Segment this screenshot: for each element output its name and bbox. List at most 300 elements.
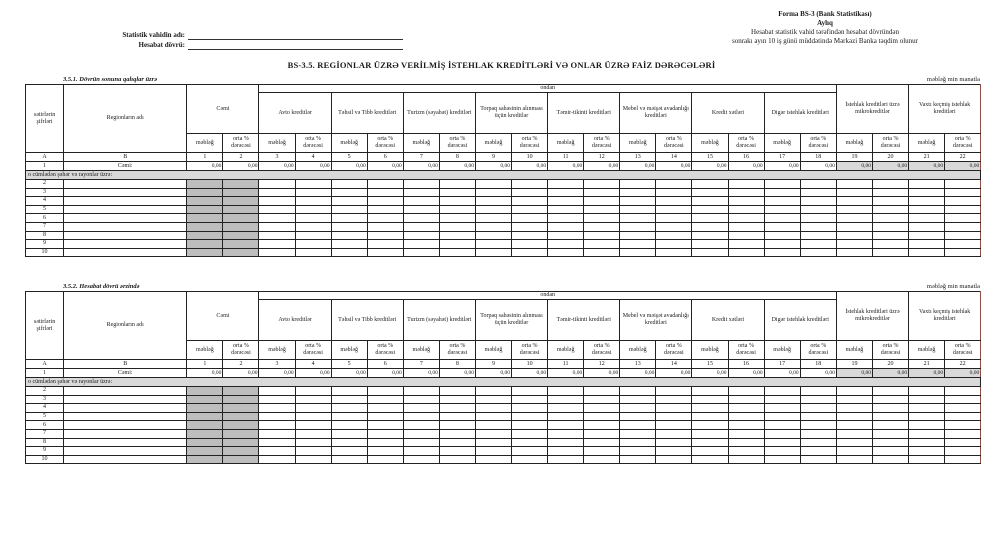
data-cell[interactable] <box>620 240 656 249</box>
data-cell[interactable] <box>620 429 656 438</box>
data-cell[interactable] <box>909 438 945 447</box>
data-cell[interactable] <box>548 197 584 206</box>
data-cell[interactable] <box>764 214 800 223</box>
data-cell[interactable] <box>945 404 981 413</box>
data-cell[interactable] <box>548 205 584 214</box>
data-cell[interactable] <box>512 395 548 404</box>
data-cell[interactable] <box>620 231 656 240</box>
data-cell[interactable] <box>548 438 584 447</box>
data-cell[interactable] <box>403 412 439 421</box>
data-cell[interactable] <box>836 222 872 231</box>
data-cell[interactable] <box>187 222 223 231</box>
data-cell[interactable] <box>692 222 728 231</box>
data-cell[interactable] <box>187 197 223 206</box>
data-cell[interactable] <box>909 248 945 257</box>
data-cell[interactable] <box>223 421 259 430</box>
data-cell[interactable] <box>223 188 259 197</box>
data-cell[interactable] <box>223 429 259 438</box>
data-cell[interactable] <box>584 240 620 249</box>
data-cell[interactable] <box>187 240 223 249</box>
data-cell[interactable] <box>367 395 403 404</box>
data-cell[interactable] <box>836 421 872 430</box>
data-cell[interactable] <box>259 205 295 214</box>
data-cell[interactable] <box>223 180 259 189</box>
data-cell[interactable] <box>439 429 475 438</box>
data-cell[interactable] <box>836 240 872 249</box>
data-cell[interactable] <box>187 214 223 223</box>
data-cell[interactable] <box>295 412 331 421</box>
data-cell[interactable] <box>223 412 259 421</box>
data-cell[interactable] <box>295 447 331 456</box>
data-cell[interactable] <box>331 222 367 231</box>
data-cell[interactable] <box>403 447 439 456</box>
data-cell[interactable] <box>512 455 548 464</box>
region-name-cell[interactable] <box>64 387 187 396</box>
data-cell[interactable] <box>475 412 511 421</box>
data-cell[interactable] <box>656 387 692 396</box>
data-cell[interactable] <box>187 438 223 447</box>
data-cell[interactable] <box>548 188 584 197</box>
data-cell[interactable] <box>403 205 439 214</box>
data-cell[interactable] <box>548 248 584 257</box>
data-cell[interactable] <box>367 240 403 249</box>
data-cell[interactable] <box>187 404 223 413</box>
data-cell[interactable] <box>800 197 836 206</box>
data-cell[interactable] <box>367 214 403 223</box>
region-name-cell[interactable] <box>64 248 187 257</box>
data-cell[interactable] <box>223 438 259 447</box>
data-cell[interactable] <box>584 455 620 464</box>
data-cell[interactable] <box>584 248 620 257</box>
data-cell[interactable] <box>584 447 620 456</box>
data-cell[interactable] <box>692 231 728 240</box>
data-cell[interactable] <box>872 197 908 206</box>
data-cell[interactable] <box>331 447 367 456</box>
data-cell[interactable] <box>656 214 692 223</box>
data-cell[interactable] <box>259 438 295 447</box>
data-cell[interactable] <box>548 387 584 396</box>
data-cell[interactable] <box>403 197 439 206</box>
data-cell[interactable] <box>728 412 764 421</box>
region-name-cell[interactable] <box>64 231 187 240</box>
data-cell[interactable] <box>945 395 981 404</box>
data-cell[interactable] <box>800 387 836 396</box>
data-cell[interactable] <box>367 205 403 214</box>
region-name-cell[interactable] <box>64 205 187 214</box>
data-cell[interactable] <box>223 455 259 464</box>
data-cell[interactable] <box>872 214 908 223</box>
data-cell[interactable] <box>800 214 836 223</box>
data-cell[interactable] <box>584 429 620 438</box>
data-cell[interactable] <box>945 248 981 257</box>
data-cell[interactable] <box>295 222 331 231</box>
data-cell[interactable] <box>259 447 295 456</box>
data-cell[interactable] <box>872 387 908 396</box>
region-name-cell[interactable] <box>64 412 187 421</box>
data-cell[interactable] <box>475 455 511 464</box>
data-cell[interactable] <box>909 240 945 249</box>
data-cell[interactable] <box>909 404 945 413</box>
data-cell[interactable] <box>800 429 836 438</box>
data-cell[interactable] <box>764 240 800 249</box>
data-cell[interactable] <box>836 197 872 206</box>
data-cell[interactable] <box>259 240 295 249</box>
data-cell[interactable] <box>692 447 728 456</box>
data-cell[interactable] <box>187 205 223 214</box>
data-cell[interactable] <box>872 231 908 240</box>
data-cell[interactable] <box>403 231 439 240</box>
data-cell[interactable] <box>331 231 367 240</box>
data-cell[interactable] <box>800 180 836 189</box>
data-cell[interactable] <box>512 231 548 240</box>
data-cell[interactable] <box>872 455 908 464</box>
data-cell[interactable] <box>620 222 656 231</box>
data-cell[interactable] <box>403 188 439 197</box>
data-cell[interactable] <box>403 421 439 430</box>
data-cell[interactable] <box>728 240 764 249</box>
data-cell[interactable] <box>656 231 692 240</box>
data-cell[interactable] <box>909 455 945 464</box>
data-cell[interactable] <box>584 421 620 430</box>
data-cell[interactable] <box>439 395 475 404</box>
data-cell[interactable] <box>909 412 945 421</box>
data-cell[interactable] <box>548 429 584 438</box>
data-cell[interactable] <box>872 412 908 421</box>
data-cell[interactable] <box>692 214 728 223</box>
data-cell[interactable] <box>872 404 908 413</box>
data-cell[interactable] <box>945 455 981 464</box>
data-cell[interactable] <box>512 429 548 438</box>
data-cell[interactable] <box>620 421 656 430</box>
data-cell[interactable] <box>945 197 981 206</box>
data-cell[interactable] <box>728 421 764 430</box>
data-cell[interactable] <box>403 387 439 396</box>
data-cell[interactable] <box>439 387 475 396</box>
data-cell[interactable] <box>764 248 800 257</box>
data-cell[interactable] <box>223 447 259 456</box>
data-cell[interactable] <box>909 205 945 214</box>
data-cell[interactable] <box>187 395 223 404</box>
data-cell[interactable] <box>656 180 692 189</box>
data-cell[interactable] <box>439 222 475 231</box>
data-cell[interactable] <box>800 240 836 249</box>
data-cell[interactable] <box>656 188 692 197</box>
data-cell[interactable] <box>620 438 656 447</box>
data-cell[interactable] <box>512 222 548 231</box>
data-cell[interactable] <box>439 205 475 214</box>
data-cell[interactable] <box>223 222 259 231</box>
data-cell[interactable] <box>187 447 223 456</box>
data-cell[interactable] <box>728 455 764 464</box>
data-cell[interactable] <box>475 395 511 404</box>
data-cell[interactable] <box>872 429 908 438</box>
data-cell[interactable] <box>331 395 367 404</box>
data-cell[interactable] <box>439 447 475 456</box>
data-cell[interactable] <box>764 447 800 456</box>
data-cell[interactable] <box>259 248 295 257</box>
data-cell[interactable] <box>872 205 908 214</box>
data-cell[interactable] <box>692 455 728 464</box>
data-cell[interactable] <box>728 429 764 438</box>
data-cell[interactable] <box>656 421 692 430</box>
data-cell[interactable] <box>656 222 692 231</box>
data-cell[interactable] <box>620 412 656 421</box>
data-cell[interactable] <box>403 455 439 464</box>
data-cell[interactable] <box>548 222 584 231</box>
data-cell[interactable] <box>512 438 548 447</box>
data-cell[interactable] <box>295 404 331 413</box>
data-cell[interactable] <box>620 248 656 257</box>
data-cell[interactable] <box>909 214 945 223</box>
data-cell[interactable] <box>475 231 511 240</box>
data-cell[interactable] <box>367 447 403 456</box>
data-cell[interactable] <box>800 248 836 257</box>
data-cell[interactable] <box>548 455 584 464</box>
data-cell[interactable] <box>512 421 548 430</box>
data-cell[interactable] <box>403 214 439 223</box>
data-cell[interactable] <box>187 429 223 438</box>
data-cell[interactable] <box>692 180 728 189</box>
data-cell[interactable] <box>367 231 403 240</box>
data-cell[interactable] <box>728 387 764 396</box>
data-cell[interactable] <box>548 214 584 223</box>
data-cell[interactable] <box>764 180 800 189</box>
data-cell[interactable] <box>548 412 584 421</box>
data-cell[interactable] <box>295 248 331 257</box>
data-cell[interactable] <box>945 421 981 430</box>
data-cell[interactable] <box>187 421 223 430</box>
data-cell[interactable] <box>512 240 548 249</box>
data-cell[interactable] <box>692 197 728 206</box>
data-cell[interactable] <box>439 404 475 413</box>
data-cell[interactable] <box>367 438 403 447</box>
data-cell[interactable] <box>764 429 800 438</box>
data-cell[interactable] <box>512 205 548 214</box>
data-cell[interactable] <box>945 438 981 447</box>
data-cell[interactable] <box>223 404 259 413</box>
data-cell[interactable] <box>764 197 800 206</box>
data-cell[interactable] <box>331 180 367 189</box>
data-cell[interactable] <box>620 188 656 197</box>
region-name-cell[interactable] <box>64 404 187 413</box>
data-cell[interactable] <box>187 180 223 189</box>
data-cell[interactable] <box>945 387 981 396</box>
data-cell[interactable] <box>548 395 584 404</box>
data-cell[interactable] <box>584 222 620 231</box>
data-cell[interactable] <box>728 188 764 197</box>
data-cell[interactable] <box>909 197 945 206</box>
data-cell[interactable] <box>548 447 584 456</box>
region-name-cell[interactable] <box>64 421 187 430</box>
data-cell[interactable] <box>475 222 511 231</box>
data-cell[interactable] <box>584 412 620 421</box>
data-cell[interactable] <box>728 205 764 214</box>
data-cell[interactable] <box>331 205 367 214</box>
data-cell[interactable] <box>403 222 439 231</box>
data-cell[interactable] <box>548 240 584 249</box>
data-cell[interactable] <box>367 180 403 189</box>
data-cell[interactable] <box>331 455 367 464</box>
data-cell[interactable] <box>475 429 511 438</box>
data-cell[interactable] <box>403 438 439 447</box>
data-cell[interactable] <box>548 231 584 240</box>
data-cell[interactable] <box>512 412 548 421</box>
data-cell[interactable] <box>295 197 331 206</box>
data-cell[interactable] <box>620 214 656 223</box>
data-cell[interactable] <box>656 248 692 257</box>
data-cell[interactable] <box>692 240 728 249</box>
data-cell[interactable] <box>836 429 872 438</box>
region-name-cell[interactable] <box>64 197 187 206</box>
data-cell[interactable] <box>692 404 728 413</box>
data-cell[interactable] <box>692 205 728 214</box>
data-cell[interactable] <box>331 248 367 257</box>
data-cell[interactable] <box>656 205 692 214</box>
region-name-cell[interactable] <box>64 455 187 464</box>
data-cell[interactable] <box>259 197 295 206</box>
data-cell[interactable] <box>259 429 295 438</box>
data-cell[interactable] <box>187 412 223 421</box>
data-cell[interactable] <box>403 395 439 404</box>
data-cell[interactable] <box>620 447 656 456</box>
data-cell[interactable] <box>475 180 511 189</box>
data-cell[interactable] <box>187 387 223 396</box>
data-cell[interactable] <box>620 180 656 189</box>
data-cell[interactable] <box>187 455 223 464</box>
data-cell[interactable] <box>909 395 945 404</box>
data-cell[interactable] <box>909 421 945 430</box>
data-cell[interactable] <box>836 214 872 223</box>
data-cell[interactable] <box>872 438 908 447</box>
data-cell[interactable] <box>259 395 295 404</box>
data-cell[interactable] <box>728 438 764 447</box>
data-cell[interactable] <box>620 455 656 464</box>
data-cell[interactable] <box>836 438 872 447</box>
data-cell[interactable] <box>728 231 764 240</box>
region-name-cell[interactable] <box>64 188 187 197</box>
region-name-cell[interactable] <box>64 438 187 447</box>
data-cell[interactable] <box>656 429 692 438</box>
data-cell[interactable] <box>656 404 692 413</box>
data-cell[interactable] <box>764 205 800 214</box>
data-cell[interactable] <box>728 395 764 404</box>
data-cell[interactable] <box>909 180 945 189</box>
data-cell[interactable] <box>909 222 945 231</box>
data-cell[interactable] <box>223 214 259 223</box>
data-cell[interactable] <box>439 248 475 257</box>
data-cell[interactable] <box>512 197 548 206</box>
data-cell[interactable] <box>692 438 728 447</box>
data-cell[interactable] <box>909 188 945 197</box>
data-cell[interactable] <box>367 429 403 438</box>
data-cell[interactable] <box>367 222 403 231</box>
region-name-cell[interactable] <box>64 240 187 249</box>
data-cell[interactable] <box>331 438 367 447</box>
data-cell[interactable] <box>223 197 259 206</box>
data-cell[interactable] <box>475 240 511 249</box>
data-cell[interactable] <box>295 231 331 240</box>
data-cell[interactable] <box>836 412 872 421</box>
unit-name-field[interactable] <box>188 31 403 40</box>
data-cell[interactable] <box>800 404 836 413</box>
data-cell[interactable] <box>656 412 692 421</box>
data-cell[interactable] <box>692 429 728 438</box>
data-cell[interactable] <box>295 205 331 214</box>
data-cell[interactable] <box>692 188 728 197</box>
data-cell[interactable] <box>909 231 945 240</box>
data-cell[interactable] <box>620 205 656 214</box>
data-cell[interactable] <box>764 222 800 231</box>
region-name-cell[interactable] <box>64 180 187 189</box>
data-cell[interactable] <box>728 447 764 456</box>
data-cell[interactable] <box>872 395 908 404</box>
data-cell[interactable] <box>295 180 331 189</box>
data-cell[interactable] <box>584 214 620 223</box>
data-cell[interactable] <box>223 205 259 214</box>
data-cell[interactable] <box>295 387 331 396</box>
data-cell[interactable] <box>836 404 872 413</box>
data-cell[interactable] <box>548 421 584 430</box>
data-cell[interactable] <box>259 412 295 421</box>
data-cell[interactable] <box>764 231 800 240</box>
data-cell[interactable] <box>512 188 548 197</box>
data-cell[interactable] <box>475 214 511 223</box>
data-cell[interactable] <box>512 248 548 257</box>
data-cell[interactable] <box>259 222 295 231</box>
data-cell[interactable] <box>692 412 728 421</box>
data-cell[interactable] <box>728 222 764 231</box>
data-cell[interactable] <box>584 404 620 413</box>
data-cell[interactable] <box>836 455 872 464</box>
data-cell[interactable] <box>764 455 800 464</box>
data-cell[interactable] <box>259 231 295 240</box>
data-cell[interactable] <box>764 188 800 197</box>
data-cell[interactable] <box>656 197 692 206</box>
data-cell[interactable] <box>295 438 331 447</box>
data-cell[interactable] <box>692 395 728 404</box>
data-cell[interactable] <box>764 395 800 404</box>
data-cell[interactable] <box>836 188 872 197</box>
data-cell[interactable] <box>584 188 620 197</box>
data-cell[interactable] <box>620 197 656 206</box>
data-cell[interactable] <box>800 412 836 421</box>
data-cell[interactable] <box>259 180 295 189</box>
data-cell[interactable] <box>836 447 872 456</box>
data-cell[interactable] <box>584 205 620 214</box>
data-cell[interactable] <box>728 214 764 223</box>
data-cell[interactable] <box>620 404 656 413</box>
data-cell[interactable] <box>692 248 728 257</box>
data-cell[interactable] <box>295 214 331 223</box>
data-cell[interactable] <box>187 231 223 240</box>
data-cell[interactable] <box>223 387 259 396</box>
data-cell[interactable] <box>656 438 692 447</box>
region-name-cell[interactable] <box>64 222 187 231</box>
data-cell[interactable] <box>728 248 764 257</box>
data-cell[interactable] <box>439 214 475 223</box>
data-cell[interactable] <box>909 429 945 438</box>
data-cell[interactable] <box>295 188 331 197</box>
data-cell[interactable] <box>259 387 295 396</box>
data-cell[interactable] <box>656 447 692 456</box>
data-cell[interactable] <box>945 231 981 240</box>
data-cell[interactable] <box>475 248 511 257</box>
data-cell[interactable] <box>909 447 945 456</box>
region-name-cell[interactable] <box>64 447 187 456</box>
data-cell[interactable] <box>295 455 331 464</box>
data-cell[interactable] <box>656 395 692 404</box>
data-cell[interactable] <box>656 240 692 249</box>
